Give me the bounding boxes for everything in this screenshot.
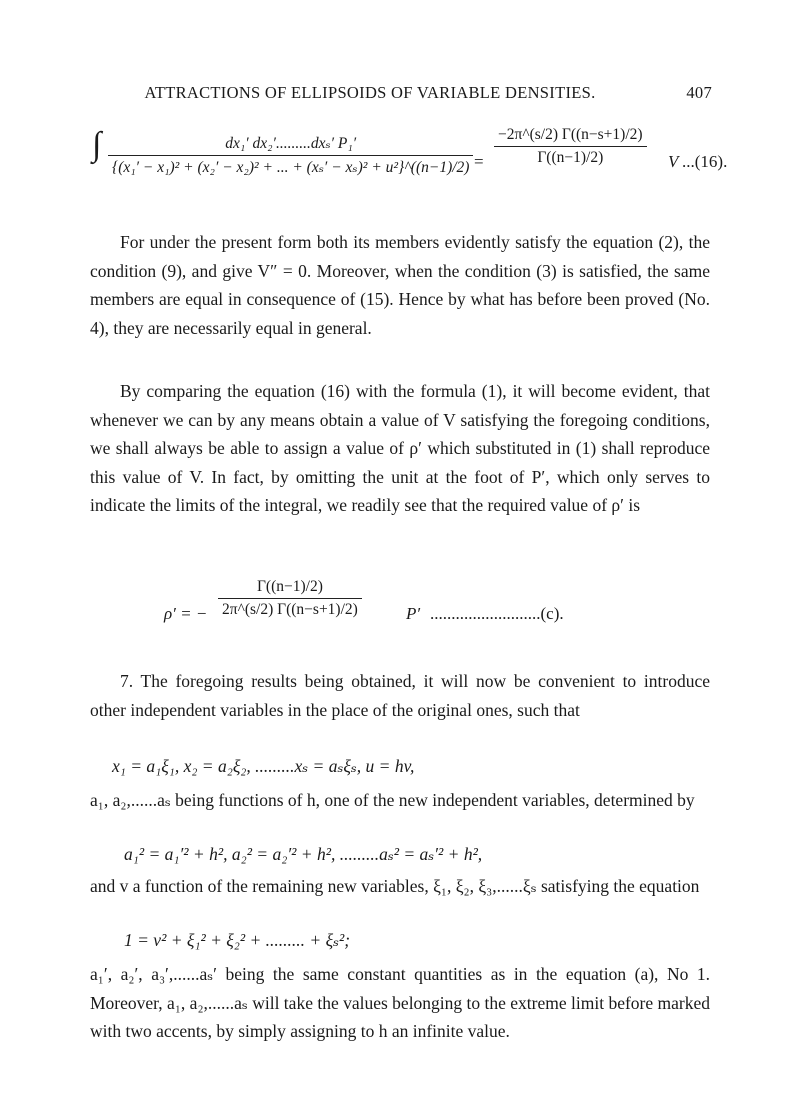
substitution-equation: x₁ = a₁ξ₁, x₂ = a₂ξ₂, .........xₛ = aₛξₛ, u = hv, <box>112 756 415 776</box>
eq16-lhs-fraction <box>108 134 473 177</box>
paragraph-4 <box>90 786 710 815</box>
paragraph-4-text: a₁, a₂,......aₛ being functions of h, one of the new independent variables, determined by <box>90 790 695 810</box>
eqc-label: ..........................(c). <box>430 604 564 623</box>
paragraph-6 <box>90 960 710 1046</box>
equals-sign: = <box>474 152 484 171</box>
paragraph-1 <box>90 228 710 342</box>
paragraph-3 <box>90 667 710 724</box>
integral-sign: ∫ <box>92 126 102 163</box>
eq16-label: ...(16). <box>682 152 728 171</box>
eq16-rhs-denominator: Γ((n−1)/2) <box>494 146 647 167</box>
paragraph-5 <box>90 872 710 901</box>
a-equation: a₁² = a₁′² + h², a₂² = a₂′² + h², .........aₛ² = aₛ′² + h², <box>124 844 483 864</box>
eq16-rhs-fraction <box>494 126 647 167</box>
paragraph-3-text: 7. The foregoing results being obtained, it will now be convenient to introduce other independent variables in the place of the original ones, such that <box>90 671 710 720</box>
eq16-lhs-denominator: {(x₁′ − x₁)² + (x₂′ − x₂)² + ... + (xₛ′ − xₛ)² + u²}^((n−1)/2) <box>108 155 473 177</box>
paragraph-6-text: a₁′, a₂′, a₃′,......aₛ′ being the same constant quantities as in the equation (a), No 1. Moreover, a₁, a₂,......aₛ will take the values belonging to the extreme limit before marked with two accents, by simply assigning to h an infinite value. <box>90 964 710 1042</box>
page-number: 407 <box>686 83 712 102</box>
paragraph-2 <box>90 377 710 520</box>
eqc-fraction <box>218 578 362 619</box>
v-equation: 1 = v² + ξ₁² + ξ₂² + ......... + ξₛ²; <box>124 930 351 950</box>
eq16-rhs-factor: V <box>668 152 679 171</box>
eq16-rhs-numerator: −2π^(s/2) Γ((n−s+1)/2) <box>498 126 643 143</box>
running-title: ATTRACTIONS OF ELLIPSOIDS OF VARIABLE DENSITIES. <box>144 83 596 102</box>
paragraph-1-text: For under the present form both its members evidently satisfy the equation (2), the condition (9), and give V″ = 0. Moreover, when the condition (3) is satisfied, the same members are equal in consequence of (15). Hence by what has before been proved (No. 4), they are necessarily equal in general. <box>90 232 710 338</box>
eqc-lhs: ρ′ = − <box>164 604 208 623</box>
eqc-numerator: Γ((n−1)/2) <box>256 578 323 595</box>
equation-16 <box>0 120 800 210</box>
eq16-lhs-numerator: dx₁′ dx₂′.........dxₛ′ P₁′ <box>225 135 357 152</box>
eqc-factor: P′ <box>406 604 421 623</box>
eqc-denominator: 2π^(s/2) Γ((n−s+1)/2) <box>218 598 362 619</box>
paragraph-5-text: and v a function of the remaining new variables, ξ₁, ξ₂, ξ₃,......ξₛ satisfying the equation <box>90 876 700 896</box>
paragraph-2-text: By comparing the equation (16) with the formula (1), it will become evident, that whenever we can by any means obtain a value of V satisfying the foregoing conditions, we shall always be able to assign a value of ρ′ which substituted in (1) shall reproduce this value of V. In fact, by omitting the unit at the foot of P′, which only serves to indicate the limits of the integral, we readily see that the required value of ρ′ is <box>90 381 710 516</box>
equation-c <box>0 578 800 658</box>
